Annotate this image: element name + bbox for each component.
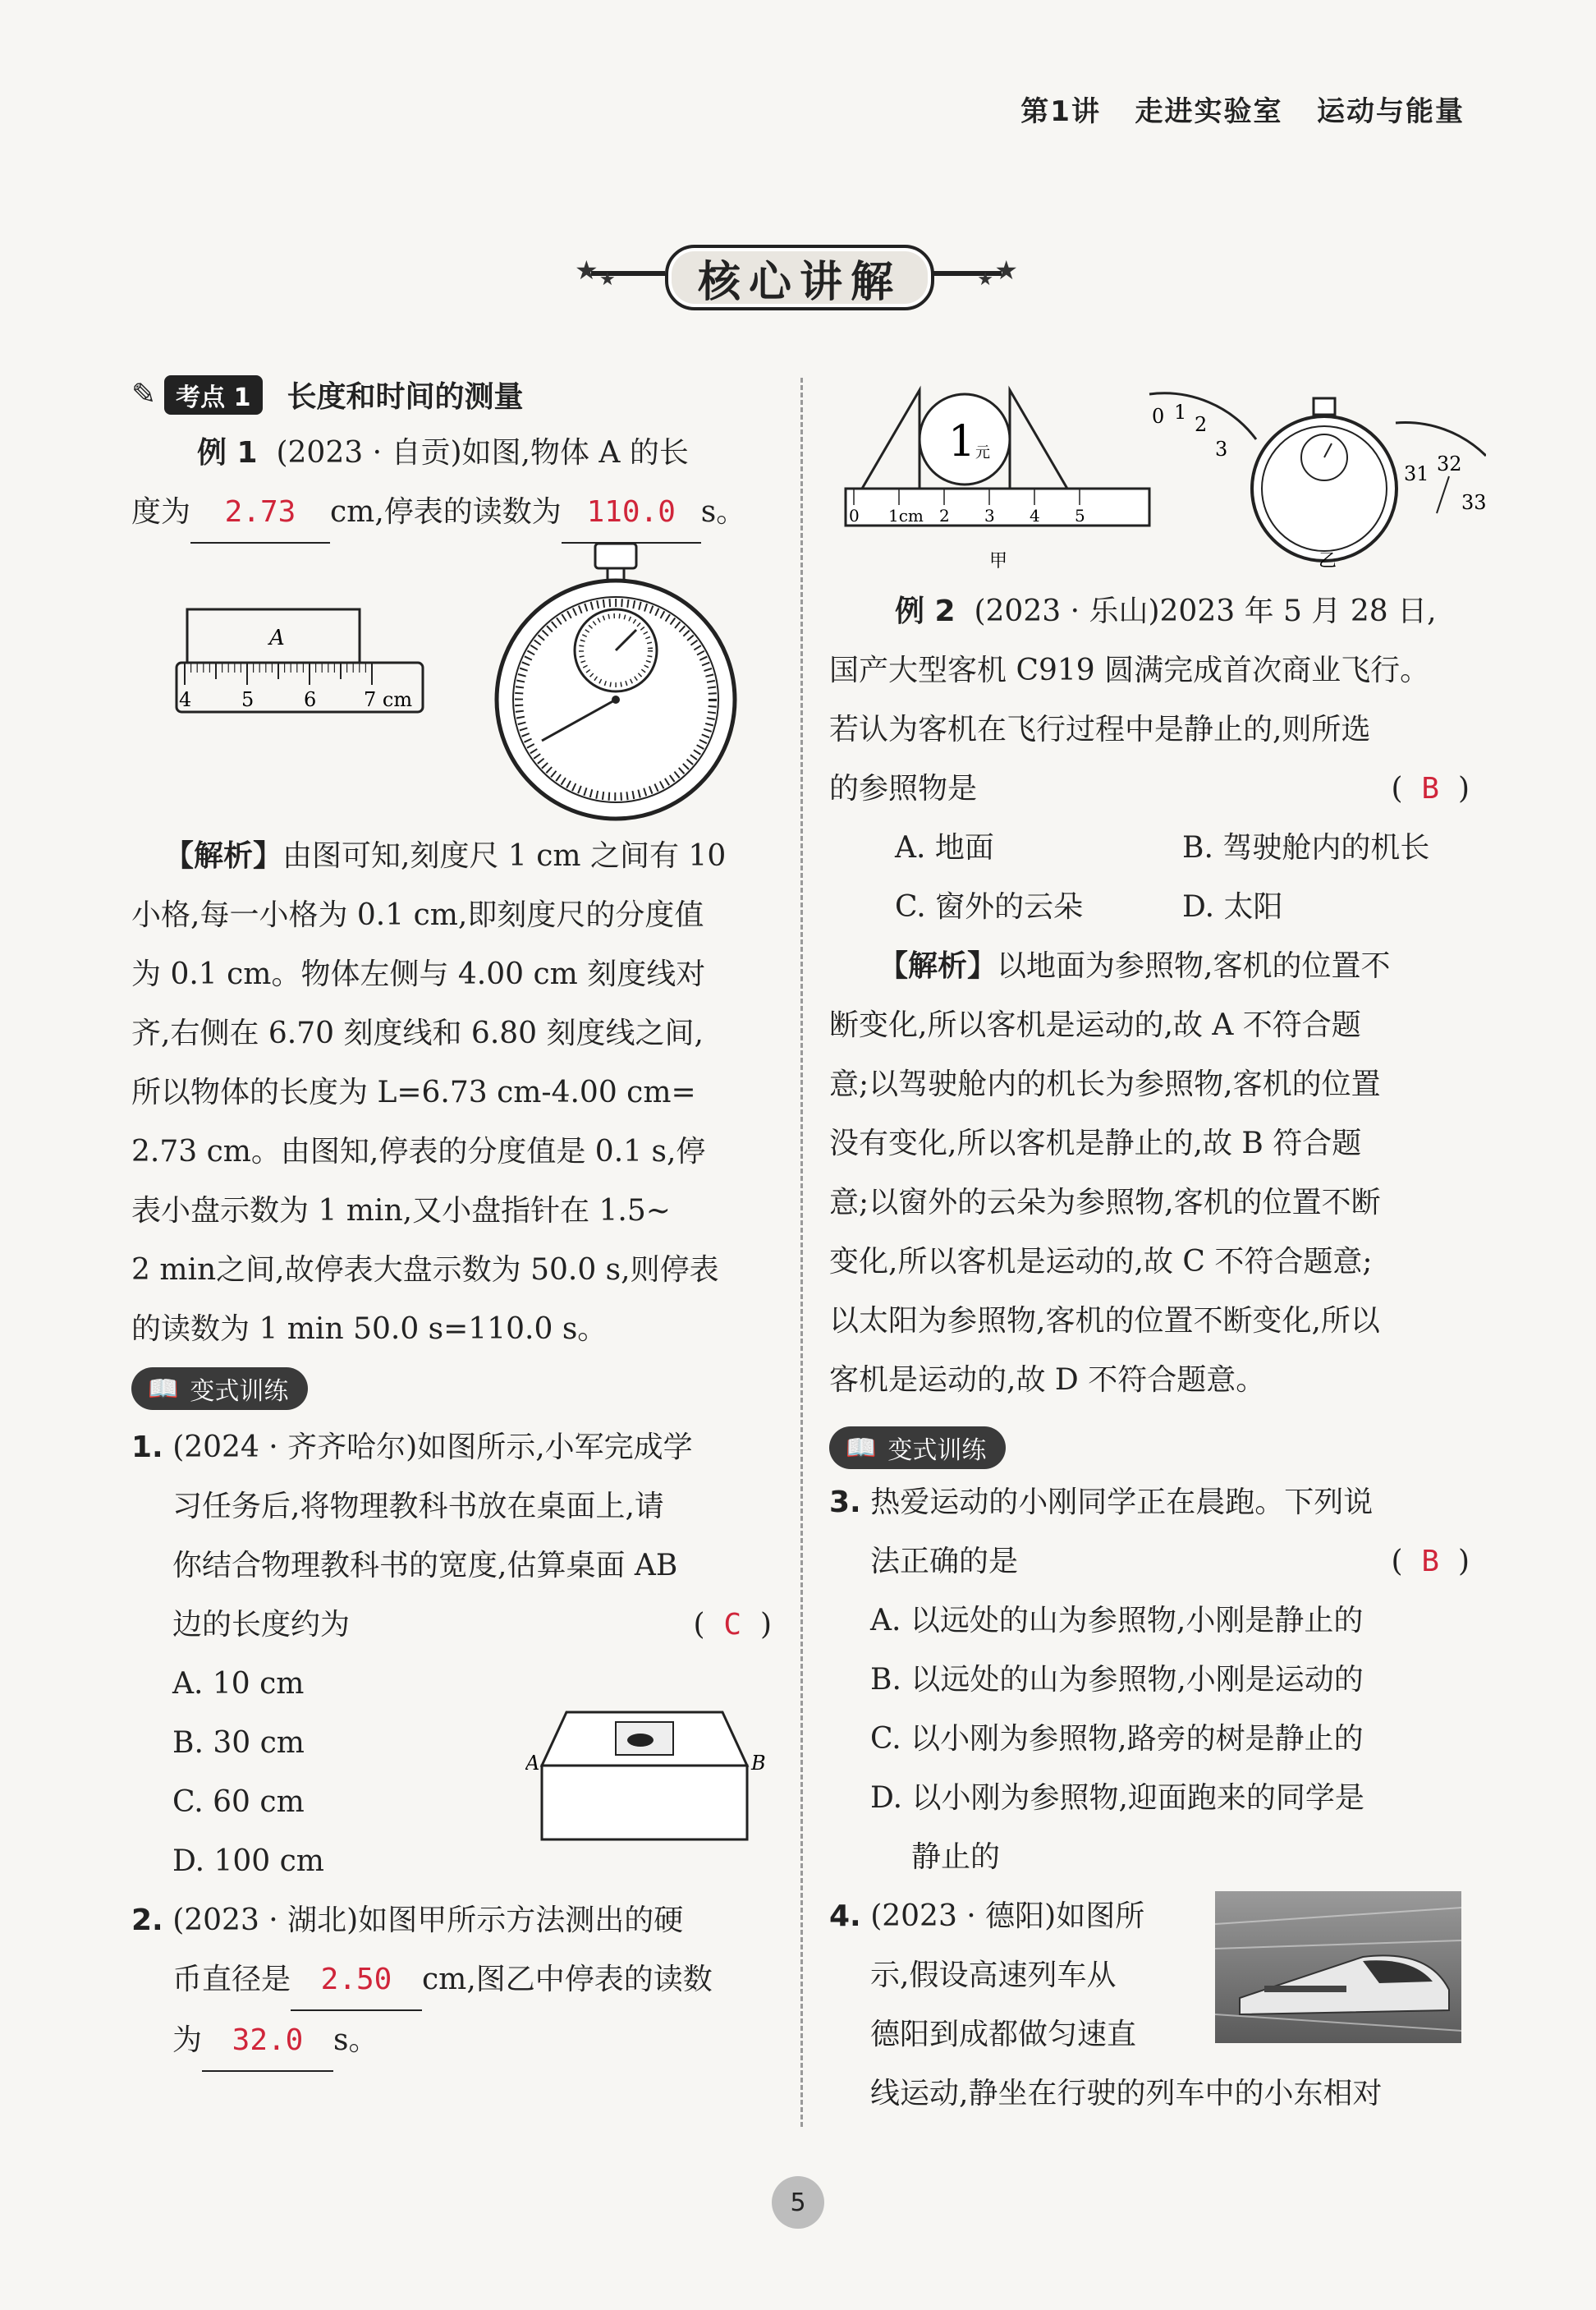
example1-label: 例 1 bbox=[197, 436, 258, 470]
option: B. 以远处的山为参照物,小刚是运动的 bbox=[870, 1663, 1364, 1697]
ruler-tick-label: 5 bbox=[1075, 506, 1085, 526]
variant-heading-right bbox=[829, 1426, 1470, 1469]
train-photo bbox=[1215, 1891, 1461, 2043]
variant-heading-left bbox=[131, 1367, 772, 1410]
analysis-label: 【解析】 bbox=[878, 949, 998, 983]
example1-text: 度为 bbox=[131, 495, 191, 529]
analysis1 bbox=[131, 827, 772, 1359]
kaodian-label: 考点 bbox=[176, 383, 226, 412]
lecture-title: 走进实验室 bbox=[1135, 95, 1283, 128]
question-text: 你结合物理教科书的宽度,估算桌面 AB bbox=[172, 1549, 678, 1582]
question-text: 热爱运动的小刚同学正在晨跑。下列说 bbox=[870, 1486, 1374, 1519]
question-text: 边的长度约为 bbox=[172, 1608, 351, 1642]
column-divider bbox=[800, 378, 803, 2127]
analysis-line: 由图可知,刻度尺 1 cm 之间有 10 bbox=[282, 839, 727, 873]
question-number: 3. bbox=[829, 1486, 861, 1519]
answer-blank bbox=[562, 483, 701, 544]
question-3 bbox=[829, 1473, 1470, 1887]
star-icon: ★ bbox=[994, 255, 1018, 286]
book-icon: 📖 bbox=[148, 1374, 179, 1403]
lecture-subtitle: 运动与能量 bbox=[1317, 95, 1465, 128]
question-text: 线运动,静坐在行驶的列车中的小东相对 bbox=[870, 2077, 1383, 2110]
question-text: (2023 · 德阳)如图所 bbox=[870, 1899, 1145, 1933]
dial-label: 2 bbox=[1195, 413, 1208, 436]
analysis-line: 意;以驾驶舱内的机长为参照物,客机的位置 bbox=[829, 1068, 1381, 1101]
question-text: s。 bbox=[333, 2023, 378, 2057]
analysis-line: 以太阳为参照物,客机的位置不断变化,所以 bbox=[829, 1304, 1380, 1338]
answer-bracket: ( C ) bbox=[693, 1608, 772, 1642]
ruler-tick-label: 4 bbox=[1030, 506, 1040, 526]
dial-label: 33 bbox=[1461, 491, 1486, 514]
ruler-tick-label: 4 bbox=[179, 688, 192, 711]
analysis-line: 齐,右侧在 6.70 刻度线和 6.80 刻度线之间, bbox=[131, 1017, 704, 1050]
question-text: (2024 · 齐齐哈尔)如图所示,小军完成学 bbox=[172, 1431, 693, 1464]
question-text: 法正确的是 bbox=[870, 1545, 1019, 1578]
example1-figure bbox=[131, 544, 772, 823]
question-number: 2. bbox=[131, 1904, 163, 1937]
option: B. 驾驶舱内的机长 bbox=[1182, 831, 1430, 865]
answer-bracket: ( B ) bbox=[1391, 772, 1470, 806]
option: A. 10 cm bbox=[172, 1667, 305, 1701]
question-4 bbox=[829, 1887, 1470, 2124]
analysis-line: 意;以窗外的云朵为参照物,客机的位置不断 bbox=[829, 1186, 1381, 1219]
desk-label-b: B bbox=[751, 1752, 766, 1775]
desk-figure bbox=[525, 1688, 772, 1860]
option: C. 60 cm bbox=[172, 1785, 305, 1819]
analysis2 bbox=[829, 937, 1470, 1410]
big-dial-pointer bbox=[1437, 476, 1449, 513]
ruler-tick-label: 5 bbox=[241, 688, 255, 711]
option: D. 太阳 bbox=[1182, 890, 1283, 924]
analysis-line: 2 min之间,故停表大盘示数为 50.0 s,则停表 bbox=[131, 1253, 719, 1287]
option: C. 以小刚为参照物,路旁的树是静止的 bbox=[870, 1722, 1364, 1756]
example1-source: (2023 · 自贡) bbox=[276, 436, 462, 470]
page-header bbox=[1020, 89, 1465, 129]
answer-blank bbox=[291, 1950, 422, 2011]
ruler-ticks bbox=[185, 663, 372, 685]
kaodian-number: 1 bbox=[233, 383, 251, 412]
answer-value: B bbox=[1421, 1545, 1440, 1578]
variant-badge bbox=[829, 1426, 1006, 1469]
option: C. 窗外的云朵 bbox=[895, 890, 1084, 924]
left-column bbox=[131, 374, 772, 2072]
variant-badge bbox=[131, 1367, 308, 1410]
desk-label-a: A bbox=[525, 1752, 540, 1775]
object-a-label: A bbox=[269, 626, 285, 650]
answer-bracket: ( B ) bbox=[1391, 1545, 1470, 1578]
book-icon: 📖 bbox=[846, 1433, 877, 1463]
variant-label: 变式训练 bbox=[887, 1436, 987, 1465]
answer-value: 2.73 bbox=[224, 495, 296, 529]
analysis-line: 所以物体的长度为 L=6.73 cm-4.00 cm= bbox=[131, 1076, 696, 1109]
q1-options bbox=[131, 1655, 772, 1891]
star-icon: ★ bbox=[599, 269, 616, 290]
option: A. 以远处的山为参照物,小刚是静止的 bbox=[870, 1604, 1364, 1637]
ruler-tick-label: 0 bbox=[849, 506, 860, 526]
stopwatch-crown bbox=[595, 544, 636, 568]
answer-blank bbox=[202, 2011, 333, 2072]
example2-text: 若认为客机在飞行过程中是静止的,则所选 bbox=[829, 713, 1371, 746]
option: D. 100 cm bbox=[172, 1844, 324, 1878]
question-number: 1. bbox=[131, 1431, 163, 1464]
analysis-line: 没有变化,所以客机是静止的,故 B 符合题 bbox=[829, 1127, 1362, 1160]
dial-label: 32 bbox=[1437, 452, 1462, 475]
coin-stopwatch-figure bbox=[829, 365, 1486, 579]
banner-title: 核心讲解 bbox=[665, 245, 934, 310]
example2-text: (2023 · 乐山)2023 年 5 月 28 日, bbox=[974, 595, 1437, 628]
question-text: 示,假设高速列车从 bbox=[870, 1959, 1117, 1992]
ruler-tick-label: 7 cm bbox=[364, 688, 413, 711]
ruler-tick-label: 2 bbox=[939, 506, 950, 526]
big-dial-arc bbox=[1396, 423, 1486, 456]
ruler-tick-label: 6 bbox=[304, 688, 317, 711]
triangle-right bbox=[1010, 390, 1067, 489]
analysis-line: 为 0.1 cm。物体左侧与 4.00 cm 刻度线对 bbox=[131, 958, 706, 991]
analysis-line: 2.73 cm。由图知,停表的分度值是 0.1 s,停 bbox=[131, 1135, 706, 1169]
analysis-line: 断变化,所以客机是运动的,故 A 不符合题 bbox=[829, 1008, 1361, 1042]
variant-label: 变式训练 bbox=[190, 1377, 289, 1406]
answer-value: 2.50 bbox=[320, 1963, 392, 1996]
dial-label: 3 bbox=[1215, 438, 1228, 461]
dial-label: 0 bbox=[1152, 405, 1165, 428]
figure-label-yi: 乙 bbox=[1319, 551, 1337, 572]
question-number: 4. bbox=[829, 1899, 861, 1933]
question-text: 德阳到成都做匀速直 bbox=[870, 2018, 1137, 2051]
analysis-line: 变化,所以客机是运动的,故 C 不符合题意; bbox=[829, 1245, 1373, 1279]
example1-text: 如图,物体 A 的长 bbox=[461, 436, 689, 470]
option: 静止的 bbox=[911, 1840, 1001, 1874]
figure-label-jia: 甲 bbox=[989, 551, 1008, 572]
question-2 bbox=[131, 1891, 772, 2072]
lecture-number: 第1讲 bbox=[1020, 95, 1101, 128]
section-title: 长度和时间的测量 bbox=[287, 380, 524, 414]
page-number: 5 bbox=[772, 2176, 824, 2229]
option: B. 30 cm bbox=[172, 1726, 305, 1760]
question-text: 习任务后,将物理教科书放在桌面上,请 bbox=[172, 1490, 664, 1523]
analysis-line: 以地面为参照物,客机的位置不 bbox=[997, 949, 1391, 983]
question-1 bbox=[131, 1418, 772, 1891]
ruler-tick-label: 3 bbox=[984, 506, 995, 526]
triangle-left bbox=[862, 390, 920, 489]
answer-value: C bbox=[723, 1608, 742, 1642]
question-text: 币直径是 bbox=[172, 1963, 291, 1996]
analysis-line: 表小盘示数为 1 min,又小盘指针在 1.5~ bbox=[131, 1194, 671, 1228]
question-text: 为 bbox=[172, 2023, 203, 2057]
analysis-line: 的读数为 1 min 50.0 s=110.0 s。 bbox=[131, 1312, 608, 1346]
coin-label-small: 元 bbox=[975, 444, 990, 462]
example1-text: cm,停表的读数为 bbox=[330, 495, 562, 529]
option: A. 地面 bbox=[895, 831, 994, 865]
ruler-stopwatch-figure bbox=[131, 544, 772, 823]
ruler-tick-label: 1cm bbox=[888, 506, 924, 526]
answer-blank bbox=[190, 483, 330, 544]
analysis-label: 【解析】 bbox=[164, 839, 283, 873]
question-text: (2023 · 湖北)如图甲所示方法测出的硬 bbox=[172, 1904, 684, 1937]
coin-label: 1 bbox=[948, 417, 976, 466]
example1-line2 bbox=[131, 483, 772, 544]
star-icon: ★ bbox=[977, 269, 993, 290]
dial-label: 31 bbox=[1404, 462, 1429, 485]
example2-label: 例 2 bbox=[895, 595, 956, 628]
right-column bbox=[829, 365, 1486, 2124]
section-banner bbox=[575, 238, 1018, 312]
example1-text: s。 bbox=[700, 495, 746, 529]
answer-value: 110.0 bbox=[586, 495, 676, 529]
question-text: cm,图乙中停表的读数 bbox=[422, 1963, 713, 1996]
example1-line1 bbox=[131, 424, 772, 483]
stopwatch-dial-yi bbox=[1252, 416, 1396, 561]
kaodian-badge bbox=[164, 375, 262, 415]
dial-label: 1 bbox=[1174, 401, 1187, 424]
analysis-line: 客机是运动的,故 D 不符合题意。 bbox=[829, 1363, 1266, 1397]
answer-value: 32.0 bbox=[232, 2023, 304, 2057]
example2-text: 国产大型客机 C919 圆满完成首次商业飞行。 bbox=[829, 654, 1430, 687]
option: D. 以小刚为参照物,迎面跑来的同学是 bbox=[870, 1781, 1364, 1815]
example2-text: 的参照物是 bbox=[829, 772, 978, 806]
star-icon: ★ bbox=[575, 255, 598, 286]
section-heading bbox=[131, 374, 524, 416]
example2 bbox=[829, 582, 1470, 937]
analysis-line: 小格,每一小格为 0.1 cm,即刻度尺的分度值 bbox=[131, 898, 704, 932]
answer-value: B bbox=[1421, 772, 1440, 806]
pencil-icon: ✎ bbox=[131, 378, 157, 411]
